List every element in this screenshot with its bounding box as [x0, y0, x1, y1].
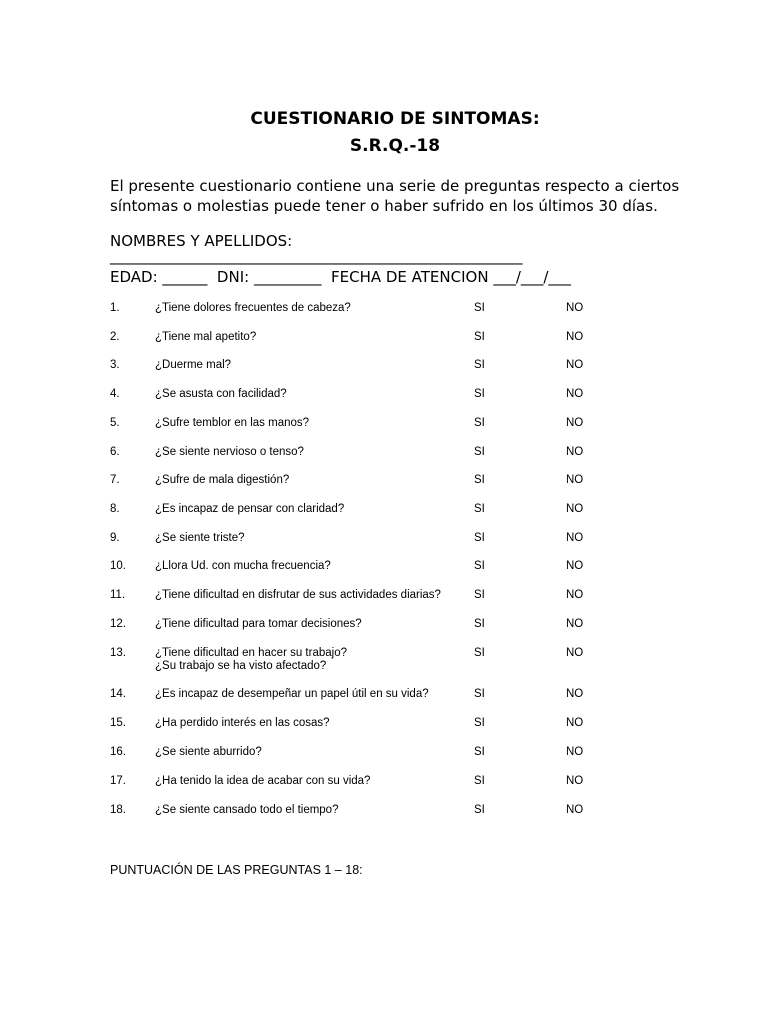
answer-no-option[interactable]: NO [566, 804, 584, 816]
info-fields-line[interactable]: EDAD: ______ DNI: _________ FECHA DE ATENCION ___/___/___ [110, 268, 571, 286]
answer-si-option[interactable]: SI [474, 503, 485, 515]
question-text: ¿Se siente triste? [155, 532, 245, 544]
answer-si-option[interactable]: SI [474, 746, 485, 758]
question-text: ¿Tiene dolores frecuentes de cabeza? [155, 302, 351, 314]
question-number: 1. [110, 302, 120, 314]
answer-si-option[interactable]: SI [474, 717, 485, 729]
question-number: 14. [110, 688, 126, 700]
answer-no-option[interactable]: NO [566, 647, 584, 659]
question-number: 12. [110, 618, 126, 630]
answer-no-option[interactable]: NO [566, 717, 584, 729]
answer-si-option[interactable]: SI [474, 688, 485, 700]
answer-no-option[interactable]: NO [566, 417, 584, 429]
intro-paragraph: El presente cuestionario contiene una serie de preguntas respecto a ciertos síntomas o molestias puede tener o haber sufrido en los últimos 30 días. [110, 177, 680, 215]
question-text: ¿Sufre de mala digestión? [155, 474, 290, 486]
answer-si-option[interactable]: SI [474, 388, 485, 400]
question-number: 7. [110, 474, 120, 486]
answer-si-option[interactable]: SI [474, 804, 485, 816]
question-text: ¿Es incapaz de pensar con claridad? [155, 503, 345, 515]
answer-no-option[interactable]: NO [566, 589, 584, 601]
question-text: ¿Ha tenido la idea de acabar con su vida? [155, 775, 371, 787]
answer-si-option[interactable]: SI [474, 446, 485, 458]
question-text: ¿Sufre temblor en las manos? [155, 417, 310, 429]
question-text: ¿Se siente nervioso o tenso? [155, 446, 304, 458]
answer-no-option[interactable]: NO [566, 746, 584, 758]
answer-si-option[interactable]: SI [474, 775, 485, 787]
answer-no-option[interactable]: NO [566, 359, 584, 371]
answer-no-option[interactable]: NO [566, 532, 584, 544]
question-number: 9. [110, 532, 120, 544]
answer-si-option[interactable]: SI [474, 474, 485, 486]
answer-no-option[interactable]: NO [566, 503, 584, 515]
question-text: ¿Duerme mal? [155, 359, 232, 371]
answer-no-option[interactable]: NO [566, 474, 584, 486]
question-number: 3. [110, 359, 120, 371]
question-number: 16. [110, 746, 126, 758]
answer-no-option[interactable]: NO [566, 302, 584, 314]
answer-si-option[interactable]: SI [474, 331, 485, 343]
answer-si-option[interactable]: SI [474, 589, 485, 601]
names-field[interactable]: _______________________________________________________ [110, 247, 523, 265]
answer-si-option[interactable]: SI [474, 417, 485, 429]
answer-no-option[interactable]: NO [566, 446, 584, 458]
answer-no-option[interactable]: NO [566, 331, 584, 343]
answer-no-option[interactable]: NO [566, 618, 584, 630]
answer-si-option[interactable]: SI [474, 532, 485, 544]
answer-si-option[interactable]: SI [474, 647, 485, 659]
question-text: ¿Se siente aburrido? [155, 746, 262, 758]
question-text: ¿Ha perdido interés en las cosas? [155, 717, 330, 729]
question-number: 6. [110, 446, 120, 458]
answer-si-option[interactable]: SI [474, 618, 485, 630]
answer-no-option[interactable]: NO [566, 688, 584, 700]
score-label: PUNTUACIÓN DE LAS PREGUNTAS 1 – 18: [110, 863, 363, 877]
question-number: 4. [110, 388, 120, 400]
document-title: CUESTIONARIO DE SINTOMAS: [250, 109, 540, 129]
question-number: 13. [110, 647, 126, 659]
question-text: ¿Tiene dificultad en disfrutar de sus actividades diarias? [155, 589, 441, 601]
question-text: ¿Se asusta con facilidad? [155, 388, 287, 400]
question-number: 15. [110, 717, 126, 729]
question-number: 5. [110, 417, 120, 429]
question-number: 18. [110, 804, 126, 816]
question-number: 11. [110, 589, 126, 601]
question-number: 2. [110, 331, 120, 343]
document-subtitle: S.R.Q.-18 [349, 136, 441, 156]
question-number: 10. [110, 560, 126, 572]
answer-no-option[interactable]: NO [566, 560, 584, 572]
question-number: 8. [110, 503, 120, 515]
question-text: ¿Es incapaz de desempeñar un papel útil en su vida? [155, 688, 429, 700]
question-number: 17. [110, 775, 126, 787]
answer-no-option[interactable]: NO [566, 775, 584, 787]
question-text: ¿Tiene dificultad en hacer su trabajo? ¿Su trabajo se ha visto afectado? [155, 647, 347, 672]
question-text: ¿Tiene dificultad para tomar decisiones? [155, 618, 362, 630]
question-text: ¿Tiene mal apetito? [155, 331, 257, 343]
answer-si-option[interactable]: SI [474, 302, 485, 314]
question-text: ¿Se siente cansado todo el tiempo? [155, 804, 339, 816]
answer-si-option[interactable]: SI [474, 560, 485, 572]
question-text: ¿Llora Ud. con mucha frecuencia? [155, 560, 331, 572]
answer-si-option[interactable]: SI [474, 359, 485, 371]
answer-no-option[interactable]: NO [566, 388, 584, 400]
names-label: NOMBRES Y APELLIDOS: [110, 232, 293, 250]
